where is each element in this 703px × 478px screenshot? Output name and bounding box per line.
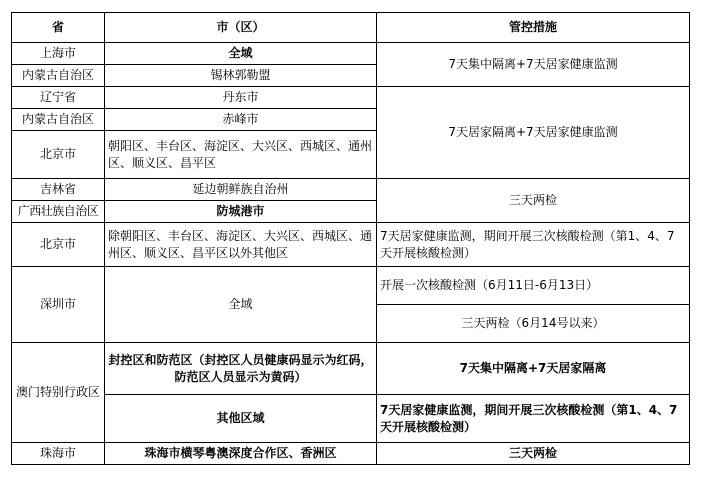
header-measure: 管控措施 [377, 13, 690, 43]
measure-cell: 7天居家隔离+7天居家健康监测 [377, 87, 690, 179]
city-cell: 防城港市 [105, 201, 377, 223]
city-cell: 朝阳区、丰台区、海淀区、大兴区、西城区、通州区、顺义区、昌平区 [105, 131, 377, 179]
city-cell: 封控区和防范区（封控区人员健康码显示为红码，防范区人员显示为黄码） [105, 343, 377, 395]
measure-cell: 三天两检（6月14号以来） [377, 305, 690, 343]
table-row [12, 43, 690, 65]
province-cell: 澳门特别行政区 [12, 343, 105, 443]
province-cell: 深圳市 [12, 267, 105, 343]
city-cell: 其他区域 [105, 395, 377, 443]
city-cell: 丹东市 [105, 87, 377, 109]
measure-cell: 开展一次核酸检测（6月11日-6月13日） [377, 267, 690, 305]
header-row [12, 13, 690, 43]
province-cell: 内蒙古自治区 [12, 109, 105, 131]
table-row [12, 343, 690, 395]
city-cell: 全域 [105, 43, 377, 65]
measure-cell: 三天两检 [377, 179, 690, 223]
province-cell: 内蒙古自治区 [12, 65, 105, 87]
measure-cell: 7天集中隔离+7天居家隔离 [377, 343, 690, 395]
city-cell: 延边朝鲜族自治州 [105, 179, 377, 201]
province-cell: 上海市 [12, 43, 105, 65]
province-cell: 辽宁省 [12, 87, 105, 109]
measure-cell: 7天居家健康监测，期间开展三次核酸检测（第1、4、7天开展核酸检测） [377, 395, 690, 443]
province-cell: 北京市 [12, 223, 105, 267]
province-cell: 吉林省 [12, 179, 105, 201]
table-row [12, 267, 690, 305]
header-city: 市（区） [105, 13, 377, 43]
city-cell: 锡林郭勒盟 [105, 65, 377, 87]
measure-cell: 三天两检 [377, 443, 690, 465]
province-cell: 广西壮族自治区 [12, 201, 105, 223]
table-row [12, 87, 690, 109]
table-row [12, 395, 690, 443]
control-measures-table [11, 12, 690, 465]
measure-cell: 7天集中隔离+7天居家健康监测 [377, 43, 690, 87]
city-cell: 全域 [105, 267, 377, 343]
table-row [12, 223, 690, 267]
table-container [11, 12, 690, 465]
province-cell: 北京市 [12, 131, 105, 179]
city-cell: 赤峰市 [105, 109, 377, 131]
table-row [12, 179, 690, 201]
city-cell: 珠海市横琴粤澳深度合作区、香洲区 [105, 443, 377, 465]
measure-cell: 7天居家健康监测，期间开展三次核酸检测（第1、4、7天开展核酸检测） [377, 223, 690, 267]
header-province: 省 [12, 13, 105, 43]
table-row [12, 443, 690, 465]
city-cell: 除朝阳区、丰台区、海淀区、大兴区、西城区、通州区、顺义区、昌平区以外其他区 [105, 223, 377, 267]
province-cell: 珠海市 [12, 443, 105, 465]
